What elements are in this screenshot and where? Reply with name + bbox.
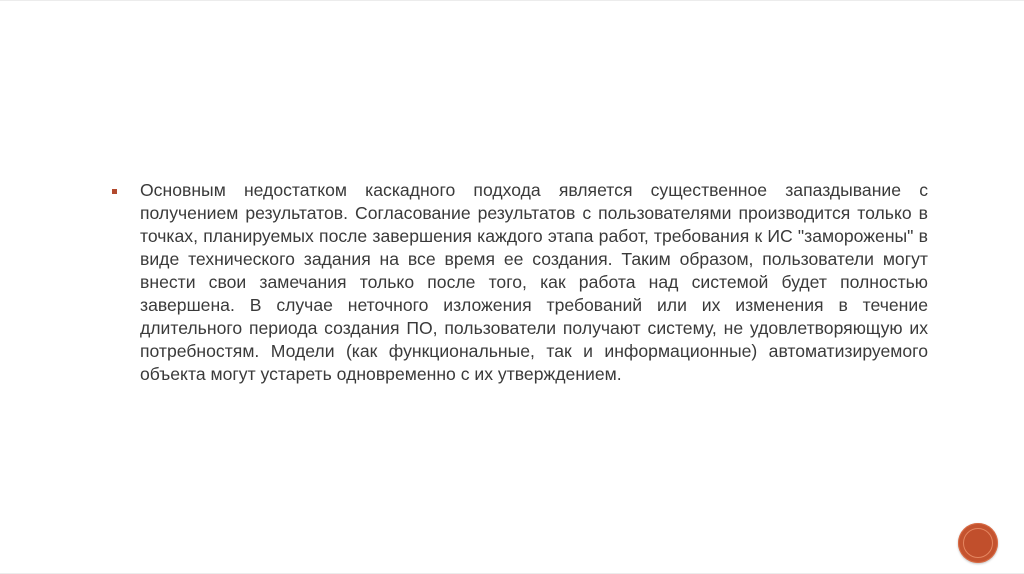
bullet-text: Основным недостатком каскадного подхода является существенное запаздывание с получением результатов. Согласование результатов с пользователями производится только в точках, планируемых после завершения каждого этапа работ, требования к ИС "заморожены" в виде технического задания на все время ее создания. Таким образом, пользователи могут внести свои замечания только после того, как работа над системой будет полностью завершена. В случае неточного изложения требований или их изменения в течение длительного периода создания ПО, пользователи получают систему, не удовлетворяющую их потребностям. Модели (как функциональные, так и информационные) автоматизируемого объекта могут устареть одновременно с их утверждением.	[140, 180, 928, 384]
slide-content	[112, 179, 928, 386]
slide-number-inner-ring	[963, 528, 993, 558]
slide-number-circle-icon	[958, 523, 998, 563]
bullet-square-icon	[112, 189, 117, 194]
bullet-item	[112, 179, 928, 386]
